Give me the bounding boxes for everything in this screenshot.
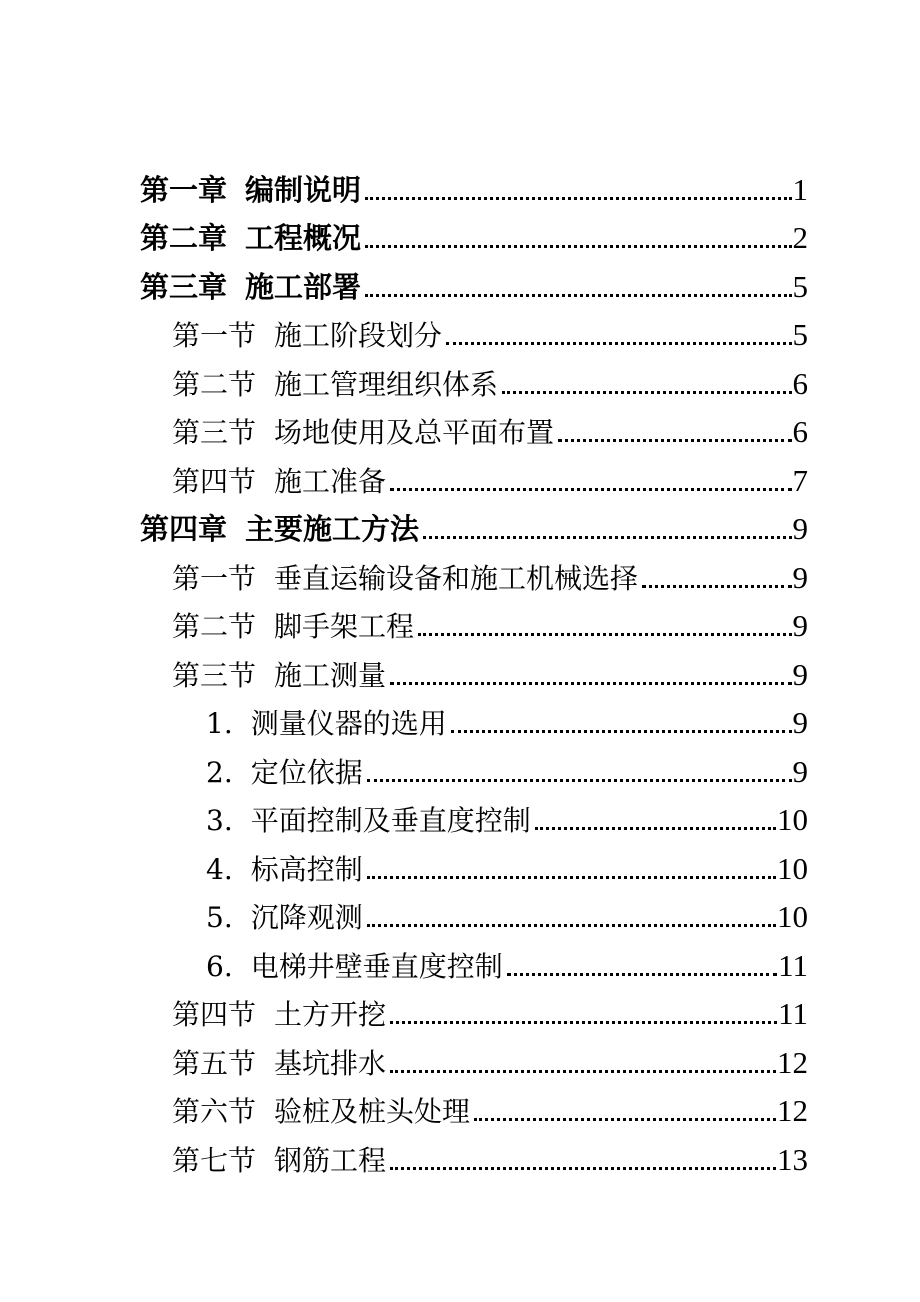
toc-page-number: 2 (792, 220, 808, 255)
toc-entry[interactable] (0, 742, 920, 791)
toc-dot-leader (451, 730, 792, 733)
toc-dot-leader (535, 827, 776, 830)
toc-page-number: 5 (792, 317, 808, 352)
toc-entry[interactable] (0, 257, 920, 306)
toc-dot-leader (367, 876, 776, 879)
toc-entry-title: 第三章 施工部署 (140, 269, 362, 304)
toc-dot-leader (390, 488, 791, 491)
toc-entry[interactable] (0, 451, 920, 500)
toc-entry[interactable] (0, 791, 920, 840)
toc-entry[interactable] (0, 354, 920, 403)
toc-page-number: 9 (792, 559, 808, 595)
toc-entry-title: 第二节 施工管理组织体系 (172, 367, 499, 401)
toc-dot-leader (423, 536, 791, 539)
toc-dot-leader (365, 245, 791, 248)
toc-page-number: 6 (792, 365, 808, 401)
toc-dot-leader (365, 294, 791, 297)
toc-entry-title: 第二节 脚手架工程 (172, 610, 415, 643)
toc-page-number: 10 (777, 802, 808, 837)
table-of-contents (0, 160, 920, 1179)
toc-dot-leader (390, 1167, 776, 1170)
toc-entry[interactable] (0, 839, 920, 888)
toc-page-number: 9 (792, 511, 808, 546)
toc-entry-title: 1. 测量仪器的选用 (206, 707, 447, 740)
toc-dot-leader (474, 1118, 776, 1121)
toc-page-number: 7 (792, 462, 808, 498)
toc-page-number: 13 (777, 1141, 808, 1177)
toc-dot-leader (418, 633, 791, 636)
toc-entry-title: 第一章 编制说明 (140, 172, 362, 207)
toc-dot-leader (365, 197, 791, 200)
toc-dot-leader (507, 973, 777, 976)
toc-entry-title: 第六节 验桩及桩头处理 (172, 1095, 471, 1128)
toc-entry-title: 3. 平面控制及垂直度控制 (206, 804, 531, 837)
toc-dot-leader (642, 585, 791, 588)
toc-dot-leader (502, 391, 791, 394)
toc-entry-title: 2. 定位依据 (206, 755, 363, 789)
toc-dot-leader (367, 924, 776, 927)
toc-entry[interactable] (0, 1082, 920, 1131)
toc-entry[interactable] (0, 403, 920, 452)
toc-entry[interactable] (0, 209, 920, 258)
toc-entry[interactable] (0, 597, 920, 646)
toc-entry[interactable] (0, 160, 920, 209)
toc-entry-title: 第五节 基坑排水 (172, 1046, 387, 1080)
toc-page-number: 9 (792, 656, 808, 692)
toc-page-number: 10 (777, 850, 808, 886)
toc-page-number: 12 (777, 1093, 808, 1128)
toc-page-number: 9 (792, 753, 808, 789)
toc-entry[interactable] (0, 500, 920, 549)
toc-dot-leader (390, 682, 791, 685)
toc-entry[interactable] (0, 1033, 920, 1082)
toc-dot-leader (367, 779, 792, 782)
toc-entry-title: 第一节 垂直运输设备和施工机械选择 (172, 561, 639, 595)
toc-dot-leader (390, 1021, 777, 1024)
toc-entry[interactable] (0, 936, 920, 985)
toc-entry-title: 第二章 工程概况 (140, 221, 362, 255)
toc-entry-title: 第一节 施工阶段划分 (172, 319, 443, 352)
toc-entry-title: 第四节 土方开挖 (172, 998, 387, 1031)
toc-dot-leader (558, 439, 791, 442)
toc-page-number: 6 (792, 414, 808, 449)
toc-entry-title: 第四节 施工准备 (172, 464, 387, 498)
toc-page-number: 1 (792, 171, 808, 207)
toc-entry-title: 第三节 场地使用及总平面布置 (172, 416, 555, 449)
toc-entry[interactable] (0, 694, 920, 743)
toc-entry[interactable] (0, 548, 920, 597)
toc-entry-title: 第三节 施工测量 (172, 658, 387, 692)
toc-entry-title: 第四章 主要施工方法 (140, 512, 420, 546)
toc-entry[interactable] (0, 888, 920, 937)
toc-entry[interactable] (0, 1130, 920, 1179)
toc-entry[interactable] (0, 985, 920, 1034)
toc-page-number: 12 (777, 1044, 808, 1080)
toc-page-number: 5 (792, 268, 808, 304)
toc-page-number: 11 (778, 996, 808, 1031)
toc-dot-leader (446, 342, 791, 345)
toc-entry[interactable] (0, 645, 920, 694)
toc-dot-leader (390, 1070, 776, 1073)
toc-entry-title: 5. 沉降观测 (206, 901, 363, 934)
toc-page-number: 11 (778, 947, 808, 983)
toc-entry-title: 第七节 钢筋工程 (172, 1143, 387, 1177)
toc-page-number: 9 (792, 705, 808, 740)
toc-entry-title: 4. 标高控制 (206, 852, 363, 886)
toc-entry[interactable] (0, 306, 920, 355)
toc-page-number: 10 (777, 899, 808, 934)
toc-entry-title: 6. 电梯井壁垂直度控制 (206, 949, 503, 983)
toc-page-number: 9 (792, 608, 808, 643)
